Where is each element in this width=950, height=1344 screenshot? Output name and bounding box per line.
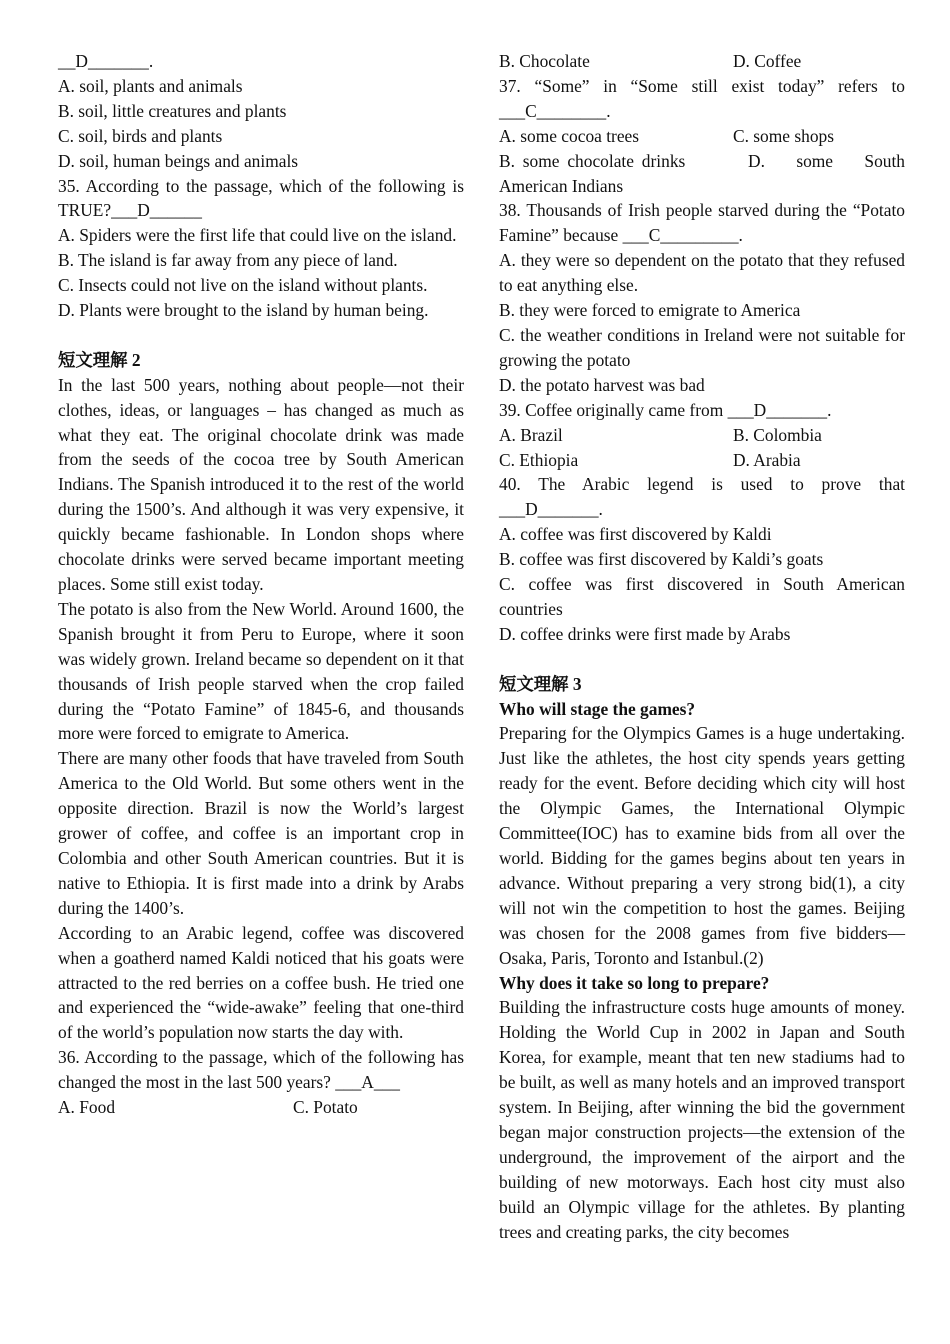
- passage2-paragraph-1: In the last 500 years, nothing about people—not their clothes, ideas, or languages – has changed as much as what they eat. The original chocolate drink was made from the seeds of the cocoa tree by South American Indians. The Spanish introduced it to the rest of the world during the 1500’s. And although it was very expensive, it quickly became fashionable. In London shops where chocolate drinks were served became important meeting places. Some still exist today.: [58, 374, 464, 595]
- passage2-paragraph-4: According to an Arabic legend, coffee was discovered when a goatherd named Kaldi noticed that his goats were attracted to the red berries on a coffee bush. He tried one and experienced the “wide-awake” feeling that one-third of the world’s population now starts the day with.: [58, 922, 464, 1043]
- q36-question: 36. According to the passage, which of the following has changed the most in the last 500 years? ___A___: [58, 1047, 464, 1093]
- q39-question: 39. Coffee originally came from ___D_______.: [499, 399, 832, 420]
- left-column: [58, 49, 464, 1120]
- q38-option-b: B. they were forced to emigrate to America: [499, 300, 801, 321]
- q38-option-c: C. the weather conditions in Ireland were not suitable for growing the potato: [499, 324, 905, 370]
- q39-option-a: A. Brazil: [499, 424, 563, 445]
- q39-option-c: C. Ethiopia: [499, 449, 579, 470]
- q36-option-d: D. Coffee: [733, 51, 802, 71]
- q39-option-b: B. Colombia: [733, 424, 822, 445]
- q35-option-a: A. Spiders were the first life that could live on the island.: [58, 225, 457, 246]
- q34-option-c: C. soil, birds and plants: [58, 125, 223, 146]
- passage2-paragraph-2: The potato is also from the New World. Around 1600, the Spanish brought it from Peru to Europe, where it soon was widely grown. Ireland became so dependent on it that thousands of Irish people starved when the crop failed during the “Potato Famine” of 1845-6, and thousands more were forced to emigrate to America.: [58, 598, 464, 744]
- section-3-title: 短文理解 3: [499, 673, 582, 694]
- q40-option-c: C. coffee was first discovered in South American countries: [499, 574, 905, 619]
- right-column: [499, 49, 909, 1244]
- section-2-title: 短文理解 2: [58, 349, 141, 370]
- passage3-paragraph-1: Preparing for the Olympics Games is a huge undertaking. Just like the athletes, the host city spends years getting ready for the event. Before deciding which city will host the Olympic Games, the International Olympic Committee(IOC) has to examine bids from all over the world. Bidding for the games begins about ten years in advance. Without preparing a very strong bid(1), a city will not win the competition to host the games. Beijing was chosen for the 2008 games from five bidders—Osaka, Paris, Toronto and Istanbul.(2): [499, 723, 905, 968]
- q37-options-row-1: [499, 124, 905, 149]
- q36-options-row-2: [499, 49, 905, 74]
- q39-options-row-1: [499, 423, 905, 448]
- q34-answer-line: __D_______.: [58, 51, 154, 71]
- q36-option-c: C. Potato: [293, 1097, 358, 1118]
- q35-option-c: C. Insects could not live on the island without plants.: [58, 275, 428, 296]
- q38-option-a: A. they were so dependent on the potato that they refused to eat anything else.: [499, 250, 905, 296]
- q37-options-b-d: B. some chocolate drinks D. some South American Indians: [499, 150, 909, 196]
- q36-option-b: B. Chocolate: [499, 51, 590, 71]
- q34-option-b: B. soil, little creatures and plants: [58, 100, 287, 121]
- q36-options-row: [58, 1095, 464, 1120]
- q37-option-c: C. some shops: [733, 125, 834, 146]
- q34-option-a: A. soil, plants and animals: [58, 75, 243, 96]
- q39-options-row-2: [499, 448, 905, 473]
- passage3-heading-1: Who will stage the games?: [499, 698, 696, 719]
- spacer: [499, 647, 905, 672]
- q38-option-d: D. the potato harvest was bad: [499, 374, 705, 395]
- q38-question: 38. Thousands of Irish people starved during the “Potato Famine” because ___C_________.: [499, 200, 905, 246]
- q37-option-a: A. some cocoa trees: [499, 125, 640, 146]
- spacer: [58, 323, 464, 348]
- q40-option-d: D. coffee drinks were first made by Arabs: [499, 623, 791, 644]
- q35-question: 35. According to the passage, which of the following is TRUE?___D______: [58, 175, 464, 221]
- q40-question: 40. The Arabic legend is used to prove that ___D_______.: [499, 474, 905, 520]
- q40-option-b: B. coffee was first discovered by Kaldi’s goats: [499, 549, 824, 570]
- passage2-paragraph-3: There are many other foods that have traveled from South America to the Old World. But some others went in the opposite direction. Brazil is now the World’s largest grower of coffee, and coffee is an important crop in Colombia and other South American countries. But it is native to Ethiopia. It is first made into a drink by Arabs during the 1400’s.: [58, 748, 464, 918]
- q35-option-d: D. Plants were brought to the island by human being.: [58, 300, 429, 321]
- q37-question: 37. “Some” in “Some still exist today” refers to ___C________.: [499, 75, 905, 121]
- q39-option-d: D. Arabia: [733, 449, 801, 470]
- q35-option-b: B. The island is far away from any piece of land.: [58, 250, 398, 271]
- passage3-heading-2: Why does it take so long to prepare?: [499, 972, 770, 993]
- passage3-paragraph-2: Building the infrastructure costs huge amounts of money. Holding the World Cup in 2002 in Japan and South Korea, for example, meant that ten new stadiums had to be built, as well as many hotels and an improved transport system. In Beijing, after winning the bid the government began major construction projects—the extension of the underground, the improvement of the airport and the building of new motorways. Each host city must also build an Olympic village for the athletes. By planting trees and creating parks, the city becomes: [499, 997, 905, 1242]
- q40-option-a: A. coffee was first discovered by Kaldi: [499, 524, 772, 545]
- q34-option-d: D. soil, human beings and animals: [58, 150, 299, 171]
- q36-option-a: A. Food: [58, 1097, 116, 1118]
